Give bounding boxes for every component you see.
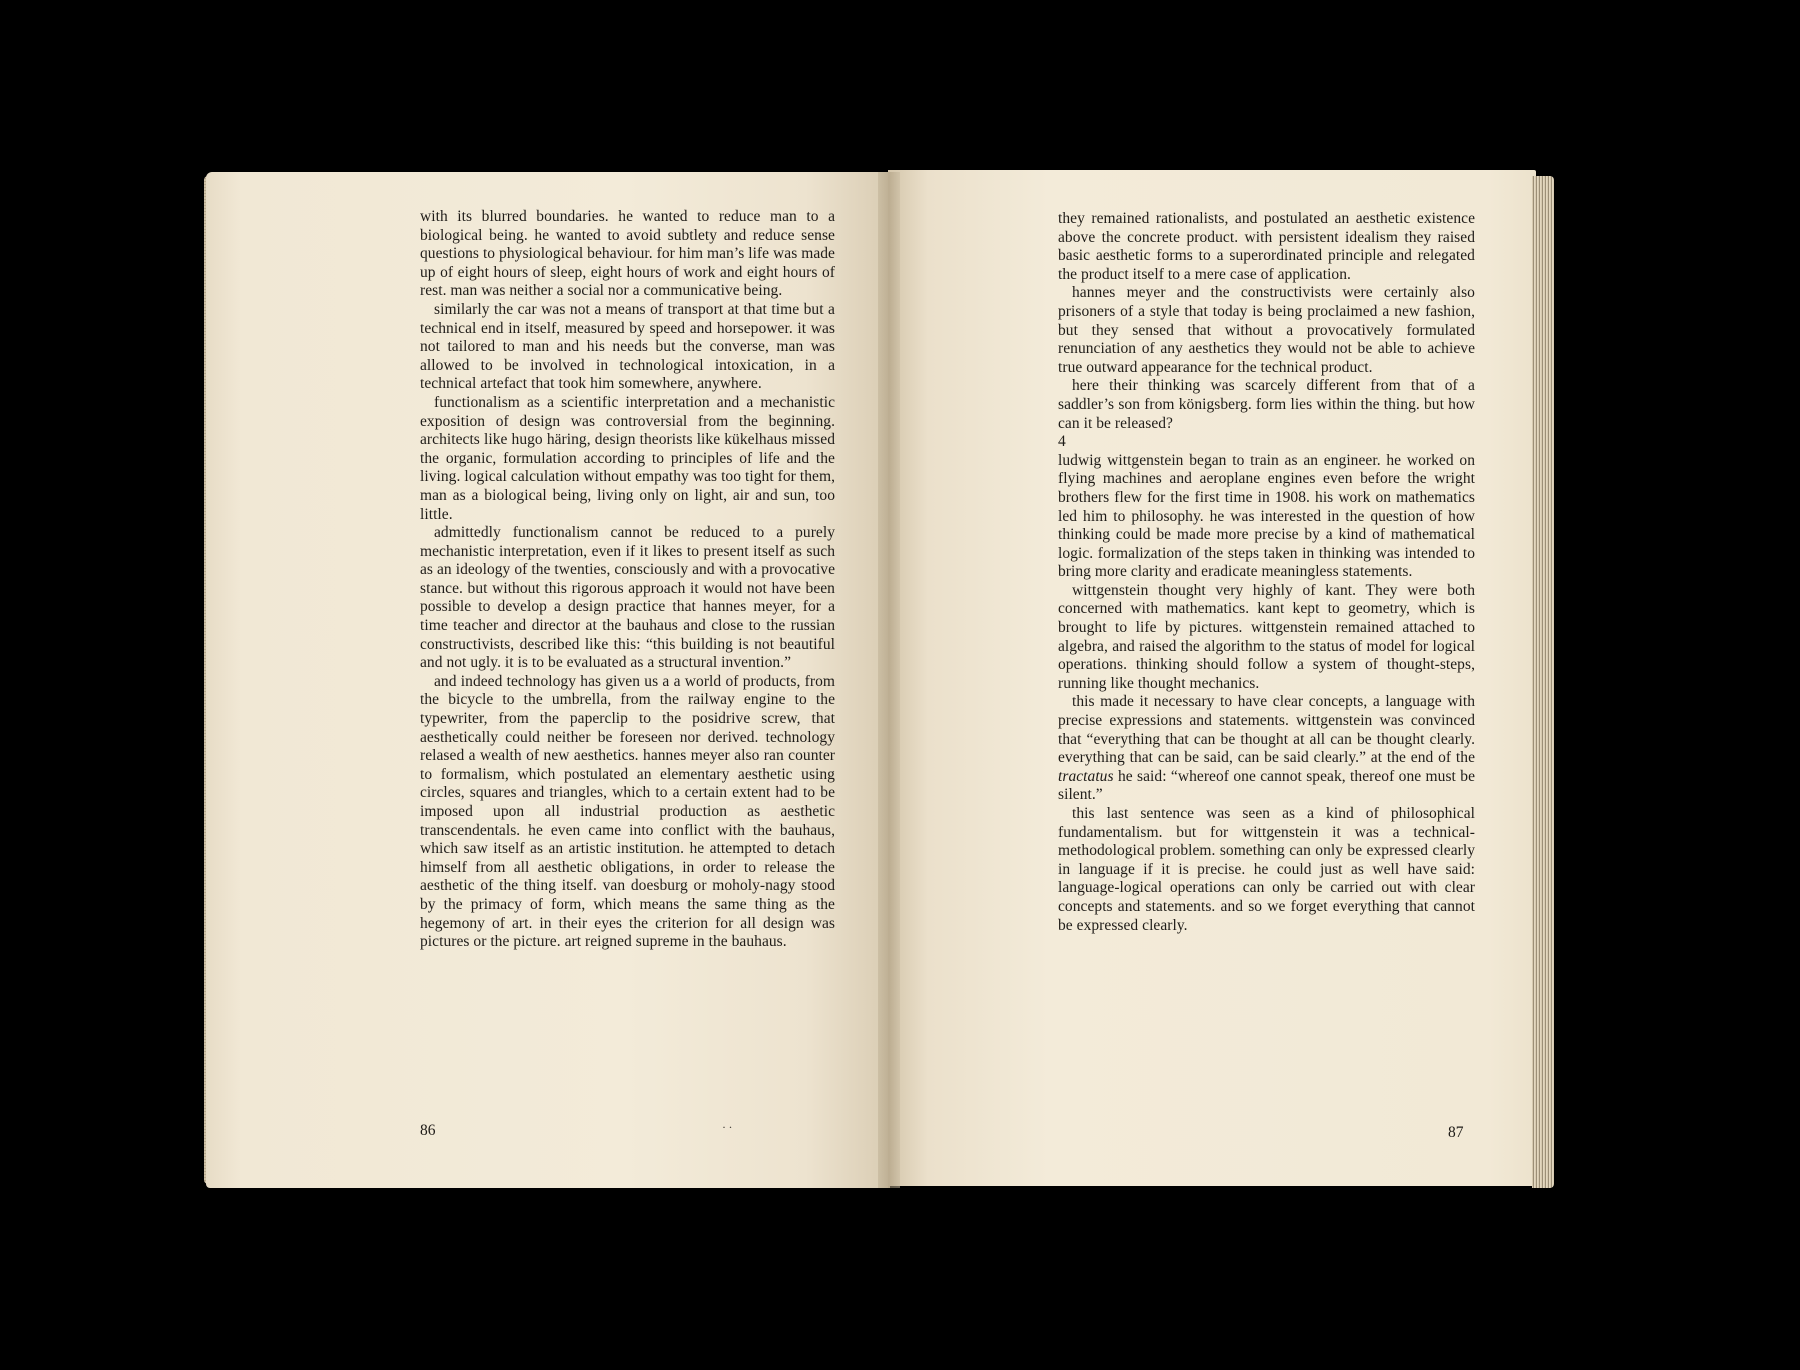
book-gutter [878,172,900,1188]
right-paragraph: this last sentence was seen as a kind of philosophical fundamentalism. but for wittgenstein it was a technical-methodological problem. something can only be expressed clearly in language if it is precise. he could just as well have said: language-logical operations can only be carried out with clear concepts and statements. and so we forget everything that cannot be expressed clearly. [1058,805,1475,934]
right-paragraph: hannes meyer and the constructivists were certainly also prisoners of a style that today is being proclaimed a new fashion, but they sensed that without a provocatively formulated renunciation of any aesthetics they would not be able to achieve true outward appearance for the technical product. [1058,284,1475,376]
print-specks: · · [722,1120,733,1134]
left-paragraph: and indeed technology has given us a a world of products, from the bicycle to the umbrella, from the railway engine to the typewriter, from the paperclip to the posidrive screw, that aesthetically could neither be foreseen nor derived. technology relased a wealth of new aesthetics. hannes meyer also ran counter to formalism, which postulated an elementary aesthetic using circles, squares and triangles, which to a certain extent had to be imposed upon all industrial production as aesthetic transcendentals. he even came into conflict with the bauhaus, which saw itself as an artistic institution. he attempted to detach himself from all aesthetic obligations, in order to release the aesthetic of the thing itself. van doesburg or moholy-nagy stood by the primacy of form, which means the same thing as the hegemony of art. in their eyes the criterion for all design was pictures or the picture. art reigned supreme in the bauhaus. [420,672,835,951]
left-paragraph: similarly the car was not a means of transport at that time but a technical end in itself, measured by speed and horsepower. it was not tailored to man and his needs but the converse, man was allowed to be involved in technological intoxication, in a technical artefact that took him somewhere, anywhere. [420,300,835,393]
right-page-text [1058,210,1475,935]
left-paragraph: admittedly functionalism cannot be reduced to a purely mechanistic interpretation, even if it likes to present itself as such as an ideology of the twenties, consciously and with a provocative stance. but without this rigorous approach it would not have been possible to develop a design practice that hannes meyer, for a time teacher and director at the bauhaus and close to the russian constructivists, described like this: “this building is not beautiful and not ugly. it is to be evaluated as a structural invention.” [420,524,835,672]
right-page-stack [1532,176,1554,1188]
left-paragraph: functionalism as a scientific interpretation and a mechanistic exposition of design was controversial from the beginning. architects like hugo häring, design theorists like kükelhaus missed the organic, formulation according to principles of life and the living. logical calculation without empathy was too tight for them, man as a biological being, living only on light, air and sun, too little. [420,393,835,523]
right-paragraph: ludwig wittgenstein began to train as an engineer. he worked on flying machines and aeroplane engines even before the wright brothers flew for the first time in 1908. his work on mathematics led him to philosophy. he was interested in the question of how thinking could be made more precise by a kind of mathematical logic. formalization of the steps taken in thinking was intended to bring more clarity and eradicate meaningless statements. [1058,451,1475,581]
right-paragraph: they remained rationalists, and postulated an aesthetic existence above the concrete product. with persistent idealism they raised basic aesthetic forms to a superordinated principle and relegated the product itself to a mere case of application. [1058,210,1475,283]
right-paragraph: here their thinking was scarcely different from that of a saddler’s son from königsberg. form lies within the thing. but how can it be released? [1058,377,1475,432]
section-number: 4 [1058,433,1066,451]
quote-text-start: this made it necessary to have clear concepts, a language with precise expressions and statements. wittgenstein was convinced that “everything that can be thought at all can be thought clearly. everything that can be said, can be said clearly.” at the end of the [1058,693,1475,767]
book-title-italic: tractatus [1058,767,1114,785]
right-paragraph: wittgenstein thought very highly of kant. They were both concerned with mathematics. kant kept to geometry, which is brought to life by pictures. wittgenstein remained attached to algebra, and raised the algorithm to the status of model for logical operations. thinking should follow a system of thought-steps, running like thought mechanics. [1058,581,1475,692]
left-page-text [420,208,835,952]
left-page-number: 86 [420,1122,436,1139]
quote-paragraph [1058,693,1475,805]
right-page-number: 87 [1448,1124,1464,1141]
quote-text-end: he said: “whereof one cannot speak, thereof one must be silent.” [1058,767,1475,804]
left-paragraph: with its blurred boundaries. he wanted to reduce man to a biological being. he wanted to avoid subtlety and reduce sense questions to physiological behaviour. for him man’s life was made up of eight hours of sleep, eight hours of work and eight hours of rest. man was neither a social nor a communicative being. [420,208,835,300]
